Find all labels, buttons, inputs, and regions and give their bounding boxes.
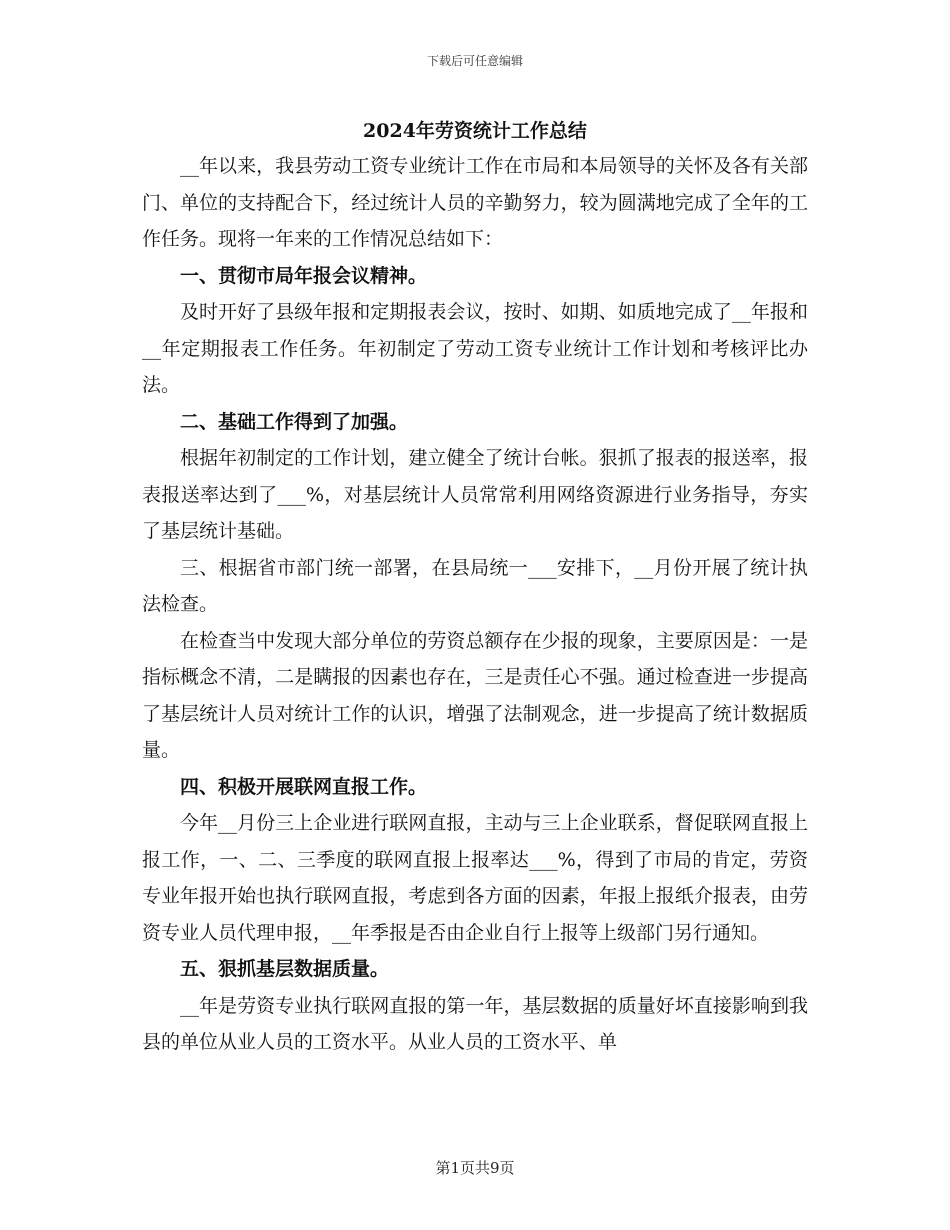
section-heading-3: 三、根据省市部门统一部署，在县局统一___安排下，__月份开展了统计执法检查。 [142, 556, 808, 615]
section-heading-4: 四、积极开展联网直报工作。 [180, 775, 428, 798]
document-body [142, 148, 808, 1061]
document-title: 2024年劳资统计工作总结 [363, 120, 587, 142]
section-paragraph-4: 今年__月份三上企业进行联网直报，主动与三上企业联系，督促联网直报上报工作，一、二、三季度的联网直报上报率达___%，得到了市局的肯定，劳资专业年报开始也执行联网直报，考虑到各方面的因素，年报上报纸介报表，由劳资专业人员代理申报，__年季报是否由企业自行上报等上级部门另行通知。 [142, 812, 808, 944]
section-paragraph-2: 根据年初制定的工作计划，建立健全了统计台帐。狠抓了报表的报送率，报表报送率达到了___%，对基层统计人员常常利用网络资源进行业务指导，夯实了基层统计基础。 [142, 447, 808, 542]
page-number: 第1页共9页 [435, 1159, 515, 1177]
section-heading-2: 二、基础工作得到了加强。 [180, 410, 409, 433]
page-header-note: 下载后可任意编辑 [426, 54, 523, 68]
section-heading-5: 五、狠抓基层数据质量。 [180, 958, 390, 980]
section-paragraph-1: 及时开好了县级年报和定期报表会议，按时、如期、如质地完成了__年报和__年定期报表工作任务。年初制定了劳动工资专业统计工作计划和考核评比办法。 [142, 301, 808, 396]
section-paragraph-5: __年是劳资专业执行联网直报的第一年，基层数据的质量好坏直接影响到我县的单位从业人员的工资水平。从业人员的工资水平、单 [142, 994, 808, 1053]
section-paragraph-3: 在检查当中发现大部分单位的劳资总额存在少报的现象，主要原因是：一是指标概念不清，二是瞒报的因素也存在，三是责任心不强。通过检查进一步提高了基层统计人员对统计工作的认识，增强了法制观念，进一步提高了统计数据质量。 [142, 629, 808, 761]
intro-paragraph: __年以来，我县劳动工资专业统计工作在市局和本局领导的关怀及各有关部门、单位的支持配合下，经过统计人员的辛勤努力，较为圆满地完成了全年的工作任务。现将一年来的工作情况总结如下： [142, 155, 808, 250]
section-heading-1: 一、贯彻市局年报会议精神。 [180, 264, 428, 287]
